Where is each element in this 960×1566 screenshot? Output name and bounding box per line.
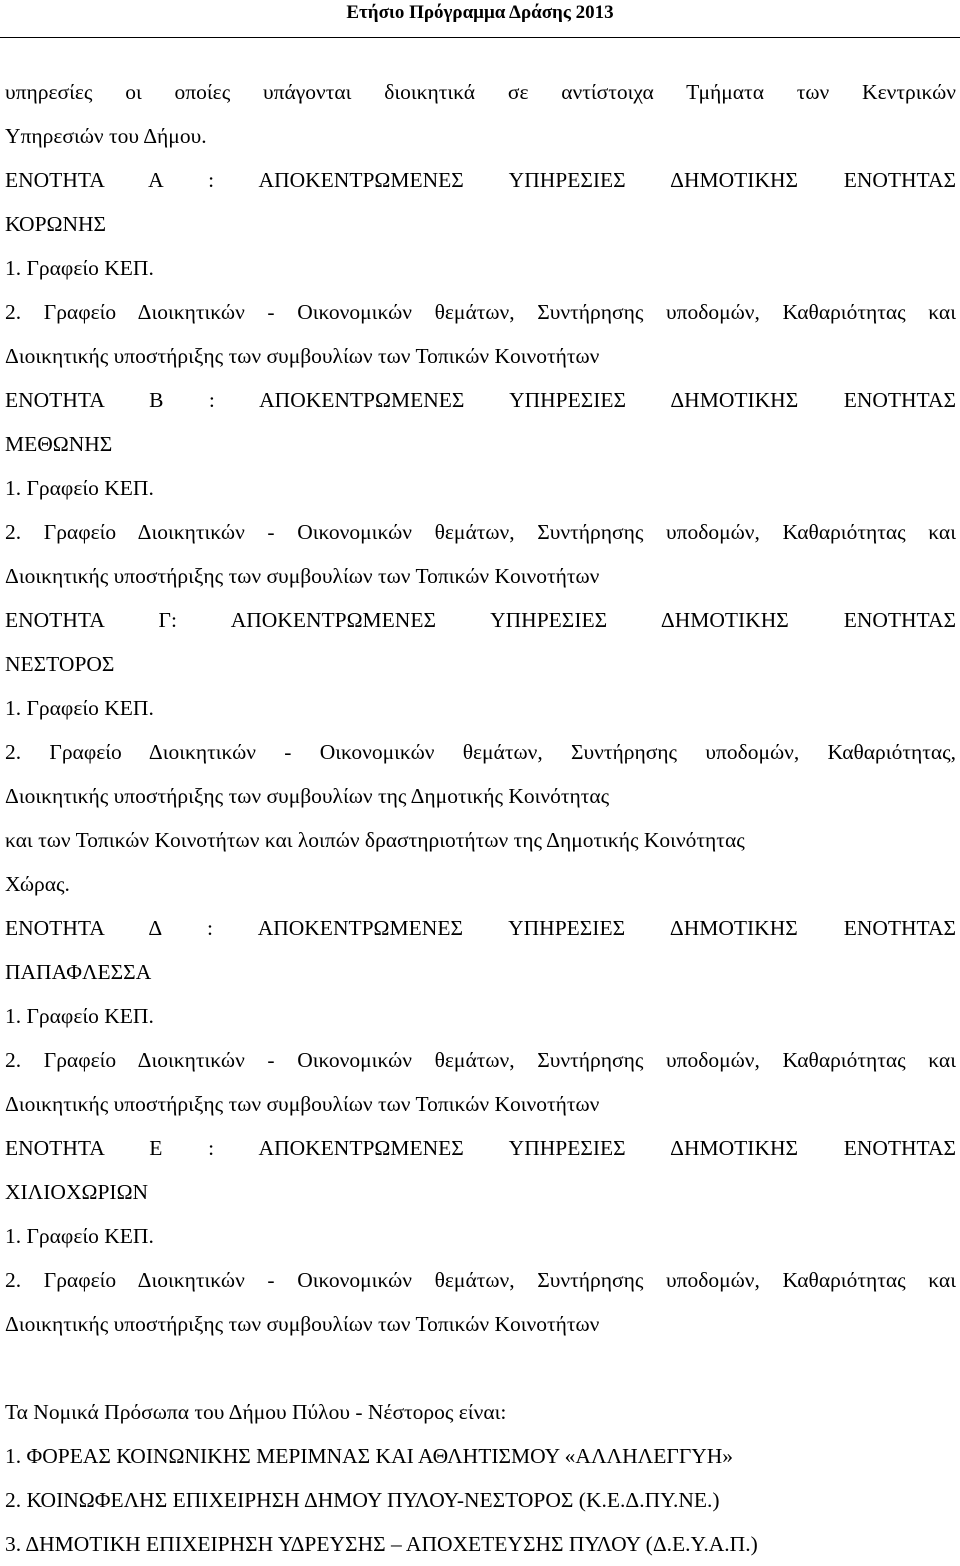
header-divider [0,37,960,38]
legal-entity-item: 3. ΔΗΜΟΤΙΚΗ ΕΠΙΧΕΙΡΗΣΗ ΥΔΡΕΥΣΗΣ – ΑΠΟΧΕΤΕΥΣΗΣ ΠΥΛΟΥ (Δ.Ε.Υ.Α.Π.) [5,1532,758,1556]
section-c-heading: ΕΝΟΤΗΤΑ Γ: ΑΠΟΚΕΝΤΡΩΜΕΝΕΣ ΥΠΗΡΕΣΙΕΣ ΔΗΜΟΤΙΚΗΣ ΕΝΟΤΗΤΑΣ [5,608,956,632]
section-e-heading-cont: ΧΙΛΙΟΧΩΡΙΩΝ [5,1180,149,1204]
page-header-title: Ετήσιο Πρόγραμμα Δράσης 2013 [346,2,614,23]
section-e-heading: ΕΝΟΤΗΤΑ Ε : ΑΠΟΚΕΝΤΡΩΜΕΝΕΣ ΥΠΗΡΕΣΙΕΣ ΔΗΜΟΤΙΚΗΣ ΕΝΟΤΗΤΑΣ [5,1136,956,1160]
intro-line: Υπηρεσιών του Δήμου. [5,124,207,148]
section-b-heading: ΕΝΟΤΗΤΑ Β : ΑΠΟΚΕΝΤΡΩΜΕΝΕΣ ΥΠΗΡΕΣΙΕΣ ΔΗΜΟΤΙΚΗΣ ΕΝΟΤΗΤΑΣ [5,388,956,412]
section-c-heading-cont: ΝΕΣΤΟΡΟΣ [5,652,115,676]
section-d-item-2-cont: Διοικητικής υποστήριξης των συμβουλίων των Τοπικών Κοινοτήτων [5,1092,600,1116]
section-c-item-2-cont: Χώρας. [5,872,70,896]
section-d-item-2: 2. Γραφείο Διοικητικών - Οικονομικών θεμάτων, Συντήρησης υποδομών, Καθαριότητας και [5,1048,956,1072]
section-c-item-2-cont: Διοικητικής υποστήριξης των συμβουλίων της Δημοτικής Κοινότητας [5,784,610,808]
section-e-item-2: 2. Γραφείο Διοικητικών - Οικονομικών θεμάτων, Συντήρησης υποδομών, Καθαριότητας και [5,1268,956,1292]
section-c-item-2-cont: και των Τοπικών Κοινοτήτων και λοιπών δραστηριοτήτων της Δημοτικής Κοινότητας [5,828,745,852]
section-c-item-2: 2. Γραφείο Διοικητικών - Οικονομικών θεμάτων, Συντήρησης υποδομών, Καθαριότητας, [5,740,956,764]
section-d-item-1: 1. Γραφείο ΚΕΠ. [5,1004,154,1028]
section-a-item-2-cont: Διοικητικής υποστήριξης των συμβουλίων των Τοπικών Κοινοτήτων [5,344,600,368]
section-b-item-2: 2. Γραφείο Διοικητικών - Οικονομικών θεμάτων, Συντήρησης υποδομών, Καθαριότητας και [5,520,956,544]
intro-line: υπηρεσίες οι οποίες υπάγονται διοικητικά σε αντίστοιχα Τμήματα των Κεντρικών [5,80,956,104]
section-b-heading-cont: ΜΕΘΩΝΗΣ [5,432,113,456]
legal-entities-intro: Τα Νομικά Πρόσωπα του Δήμου Πύλου - Νέστορος είναι: [5,1400,507,1424]
section-d-heading: ΕΝΟΤΗΤΑ Δ : ΑΠΟΚΕΝΤΡΩΜΕΝΕΣ ΥΠΗΡΕΣΙΕΣ ΔΗΜΟΤΙΚΗΣ ΕΝΟΤΗΤΑΣ [5,916,956,940]
section-a-item-1: 1. Γραφείο ΚΕΠ. [5,256,154,280]
section-b-item-2-cont: Διοικητικής υποστήριξης των συμβουλίων των Τοπικών Κοινοτήτων [5,564,600,588]
document-body [5,70,956,1566]
section-a-heading: ΕΝΟΤΗΤΑ Α : ΑΠΟΚΕΝΤΡΩΜΕΝΕΣ ΥΠΗΡΕΣΙΕΣ ΔΗΜΟΤΙΚΗΣ ΕΝΟΤΗΤΑΣ [5,168,956,192]
section-e-item-2-cont: Διοικητικής υποστήριξης των συμβουλίων των Τοπικών Κοινοτήτων [5,1312,600,1336]
paragraph-spacer [5,1346,956,1390]
legal-entity-item: 2. ΚΟΙΝΩΦΕΛΗΣ ΕΠΙΧΕΙΡΗΣΗ ΔΗΜΟΥ ΠΥΛΟΥ-ΝΕΣΤΟΡΟΣ (Κ.Ε.Δ.ΠΥ.ΝΕ.) [5,1488,720,1512]
section-a-item-2: 2. Γραφείο Διοικητικών - Οικονομικών θεμάτων, Συντήρησης υποδομών, Καθαριότητας και [5,300,956,324]
section-c-item-1: 1. Γραφείο ΚΕΠ. [5,696,154,720]
section-a-heading-cont: ΚΟΡΩΝΗΣ [5,212,107,236]
section-d-heading-cont: ΠΑΠΑΦΛΕΣΣΑ [5,960,152,984]
legal-entity-item: 1. ΦΟΡΕΑΣ ΚΟΙΝΩΝΙΚΗΣ ΜΕΡΙΜΝΑΣ ΚΑΙ ΑΘΛΗΤΙΣΜΟΥ «ΑΛΛΗΛΕΓΓΥΗ» [5,1444,734,1468]
section-e-item-1: 1. Γραφείο ΚΕΠ. [5,1224,154,1248]
section-b-item-1: 1. Γραφείο ΚΕΠ. [5,476,154,500]
